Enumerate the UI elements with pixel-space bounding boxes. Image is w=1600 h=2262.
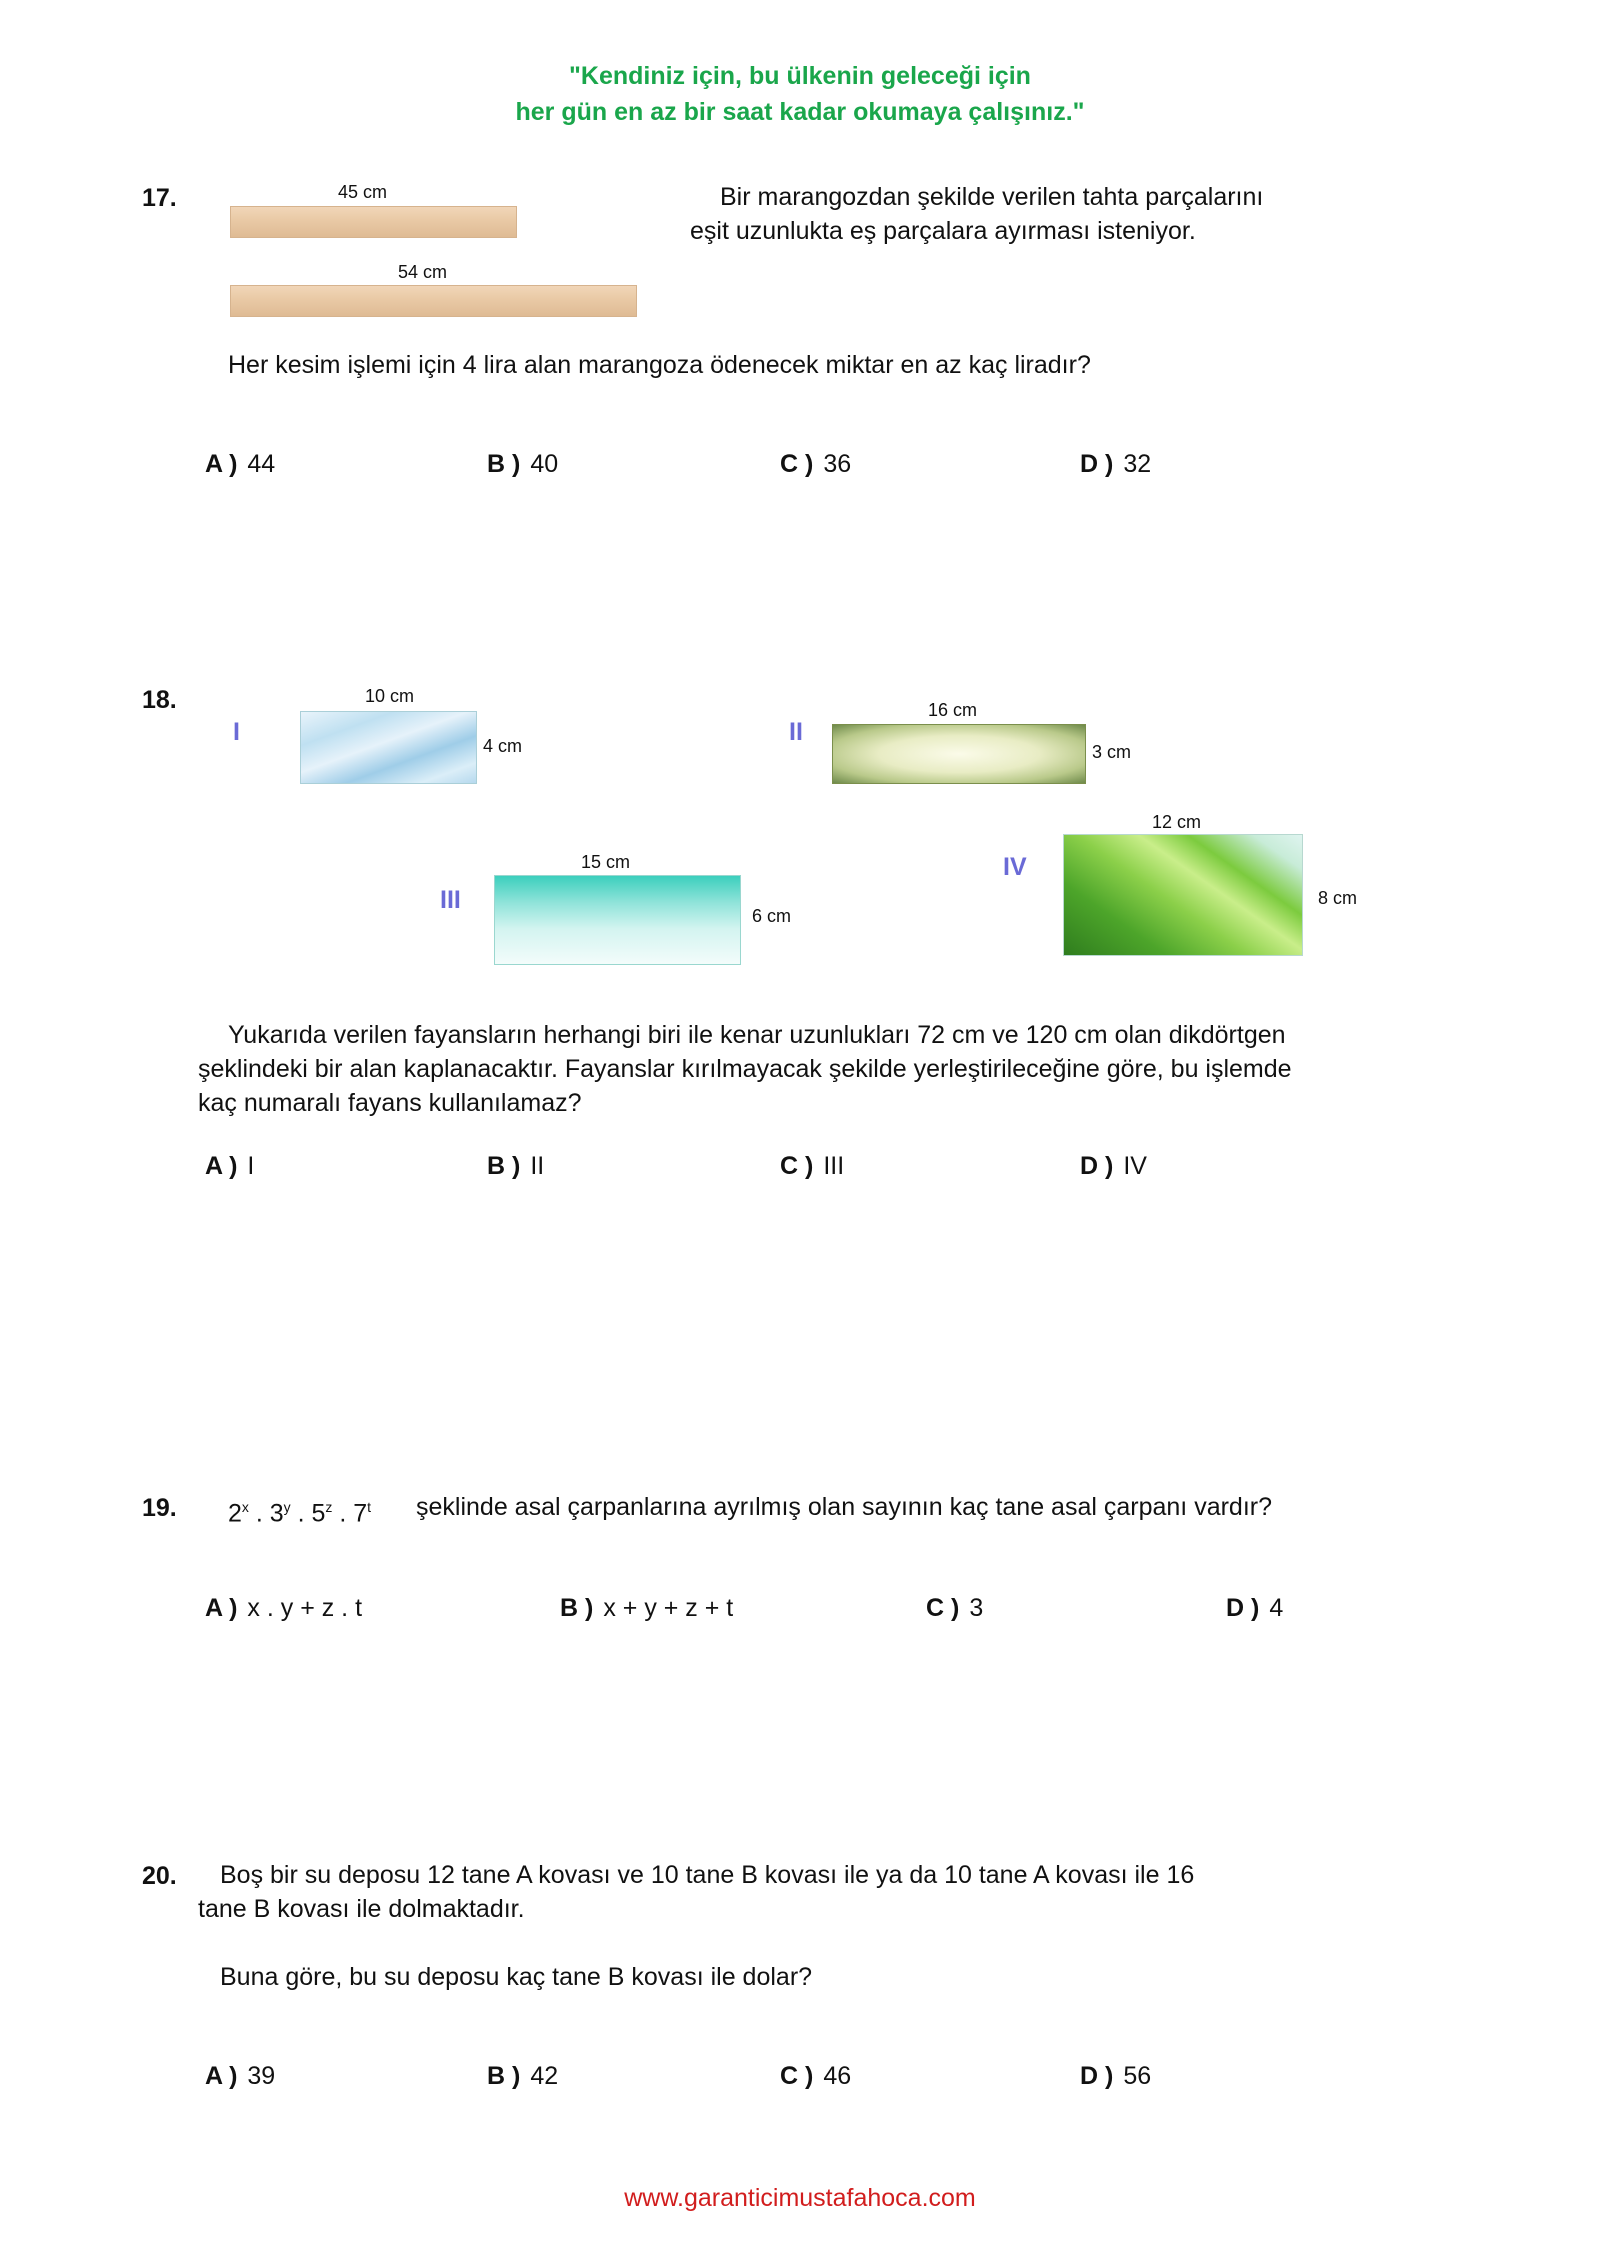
question-20-number: 20. — [142, 1862, 177, 1890]
q17-option-b[interactable] — [487, 450, 558, 479]
tile-1-height-label: 4 cm — [483, 736, 523, 756]
option-letter: D ) — [1226, 1594, 1260, 1622]
prime-factor-expression: 2$^x$ . 3$^y$ . 5$^z$ . 7$^t$ — [228, 1499, 372, 1528]
question-17-text-line-1: Bir marangozdan şekilde verilen tahta parçalarını — [720, 183, 1264, 211]
tile-2-width-label: 16 cm — [928, 700, 978, 720]
tile-4-roman: IV — [1003, 853, 1027, 881]
q17-option-d[interactable] — [1080, 450, 1151, 479]
option-value: 42 — [530, 2062, 559, 2090]
option-value: II — [530, 1152, 545, 1180]
q17-option-a[interactable] — [205, 450, 275, 479]
option-value: 40 — [530, 450, 559, 478]
q20-option-a[interactable] — [205, 2062, 275, 2091]
option-letter: C ) — [926, 1594, 960, 1622]
option-value: x . y + z . t — [247, 1594, 363, 1622]
question-18-text-line-2: şeklindeki bir alan kaplanacaktır. Fayanslar kırılmayacak şekilde yerleştirileceğine göre, bu işlemde — [198, 1055, 1292, 1083]
option-value: 4 — [1269, 1594, 1284, 1622]
q18-option-a[interactable] — [205, 1152, 254, 1181]
option-letter: B ) — [487, 450, 521, 478]
tile-4-width-label: 12 cm — [1152, 812, 1202, 832]
question-18-text-line-1: Yukarıda verilen fayansların herhangi biri ile kenar uzunlukları 72 cm ve 120 cm olan dikdörtgen — [228, 1021, 1286, 1049]
option-value: 56 — [1123, 2062, 1152, 2090]
option-value: I — [247, 1152, 255, 1180]
q19-option-d[interactable] — [1226, 1594, 1283, 1623]
plank-2-label: 54 cm — [398, 262, 448, 282]
wood-plank-2 — [230, 285, 637, 317]
tile-3 — [494, 875, 741, 965]
option-value: III — [823, 1152, 845, 1180]
question-20-text-line-2: tane B kovası ile dolmaktadır. — [198, 1895, 525, 1923]
tile-3-roman: III — [440, 886, 461, 914]
tile-1-roman: I — [233, 718, 240, 746]
option-letter: D ) — [1080, 1152, 1114, 1180]
option-letter: A ) — [205, 2062, 238, 2090]
tile-1-width-label: 10 cm — [365, 686, 415, 706]
option-letter: A ) — [205, 450, 238, 478]
q20-option-d[interactable] — [1080, 2062, 1151, 2091]
question-17-number: 17. — [142, 184, 177, 212]
motto-line-1: "Kendiniz için, bu ülkenin geleceği için — [569, 62, 1031, 90]
motto-line-2: her gün en az bir saat kadar okumaya çalışınız." — [515, 98, 1085, 126]
option-letter: B ) — [487, 1152, 521, 1180]
option-letter: C ) — [780, 2062, 814, 2090]
q17-option-c[interactable] — [780, 450, 851, 479]
option-value: 36 — [823, 450, 852, 478]
option-letter: D ) — [1080, 2062, 1114, 2090]
tile-3-width-label: 15 cm — [581, 852, 631, 872]
option-value: IV — [1123, 1152, 1147, 1180]
wood-plank-1 — [230, 206, 517, 238]
plank-1-label: 45 cm — [338, 182, 388, 202]
option-letter: A ) — [205, 1594, 238, 1622]
tile-4 — [1063, 834, 1303, 956]
option-value: x + y + z + t — [603, 1594, 734, 1622]
question-17-question: Her kesim işlemi için 4 lira alan marangoza ödenecek miktar en az kaç liradır? — [228, 351, 1091, 379]
question-18-text-line-3: kaç numaralı fayans kullanılamaz? — [198, 1089, 582, 1117]
tile-4-height-label: 8 cm — [1318, 888, 1358, 908]
question-19-text: şeklinde asal çarpanlarına ayrılmış olan sayının kaç tane asal çarpanı vardır? — [416, 1493, 1273, 1521]
option-letter: B ) — [560, 1594, 594, 1622]
q18-option-c[interactable] — [780, 1152, 844, 1181]
question-18-number: 18. — [142, 686, 177, 714]
q18-option-d[interactable] — [1080, 1152, 1147, 1181]
option-value: 44 — [247, 450, 276, 478]
tile-2-roman: II — [789, 718, 803, 746]
tile-2-height-label: 3 cm — [1092, 742, 1132, 762]
footer-url-link[interactable]: www.garanticimustafahoca.com — [624, 2184, 976, 2212]
option-letter: C ) — [780, 450, 814, 478]
tile-3-height-label: 6 cm — [752, 906, 792, 926]
option-value: 46 — [823, 2062, 852, 2090]
q20-option-b[interactable] — [487, 2062, 558, 2091]
option-value: 32 — [1123, 450, 1152, 478]
question-20-text-line-1: Boş bir su deposu 12 tane A kovası ve 10 tane B kovası ile ya da 10 tane A kovası ile 16 — [220, 1861, 1195, 1889]
tile-2 — [832, 724, 1086, 784]
tile-1 — [300, 711, 477, 784]
option-letter: B ) — [487, 2062, 521, 2090]
option-value: 39 — [247, 2062, 276, 2090]
q18-option-b[interactable] — [487, 1152, 544, 1181]
question-17-text-line-2: eşit uzunlukta eş parçalara ayırması isteniyor. — [690, 217, 1196, 245]
q20-option-c[interactable] — [780, 2062, 851, 2091]
q19-option-a[interactable] — [205, 1594, 362, 1623]
question-19-number: 19. — [142, 1494, 177, 1522]
q19-option-c[interactable] — [926, 1594, 983, 1623]
option-value: 3 — [969, 1594, 984, 1622]
option-letter: A ) — [205, 1152, 238, 1180]
q19-option-b[interactable] — [560, 1594, 733, 1623]
question-20-question: Buna göre, bu su deposu kaç tane B kovası ile dolar? — [220, 1963, 813, 1991]
option-letter: D ) — [1080, 450, 1114, 478]
option-letter: C ) — [780, 1152, 814, 1180]
